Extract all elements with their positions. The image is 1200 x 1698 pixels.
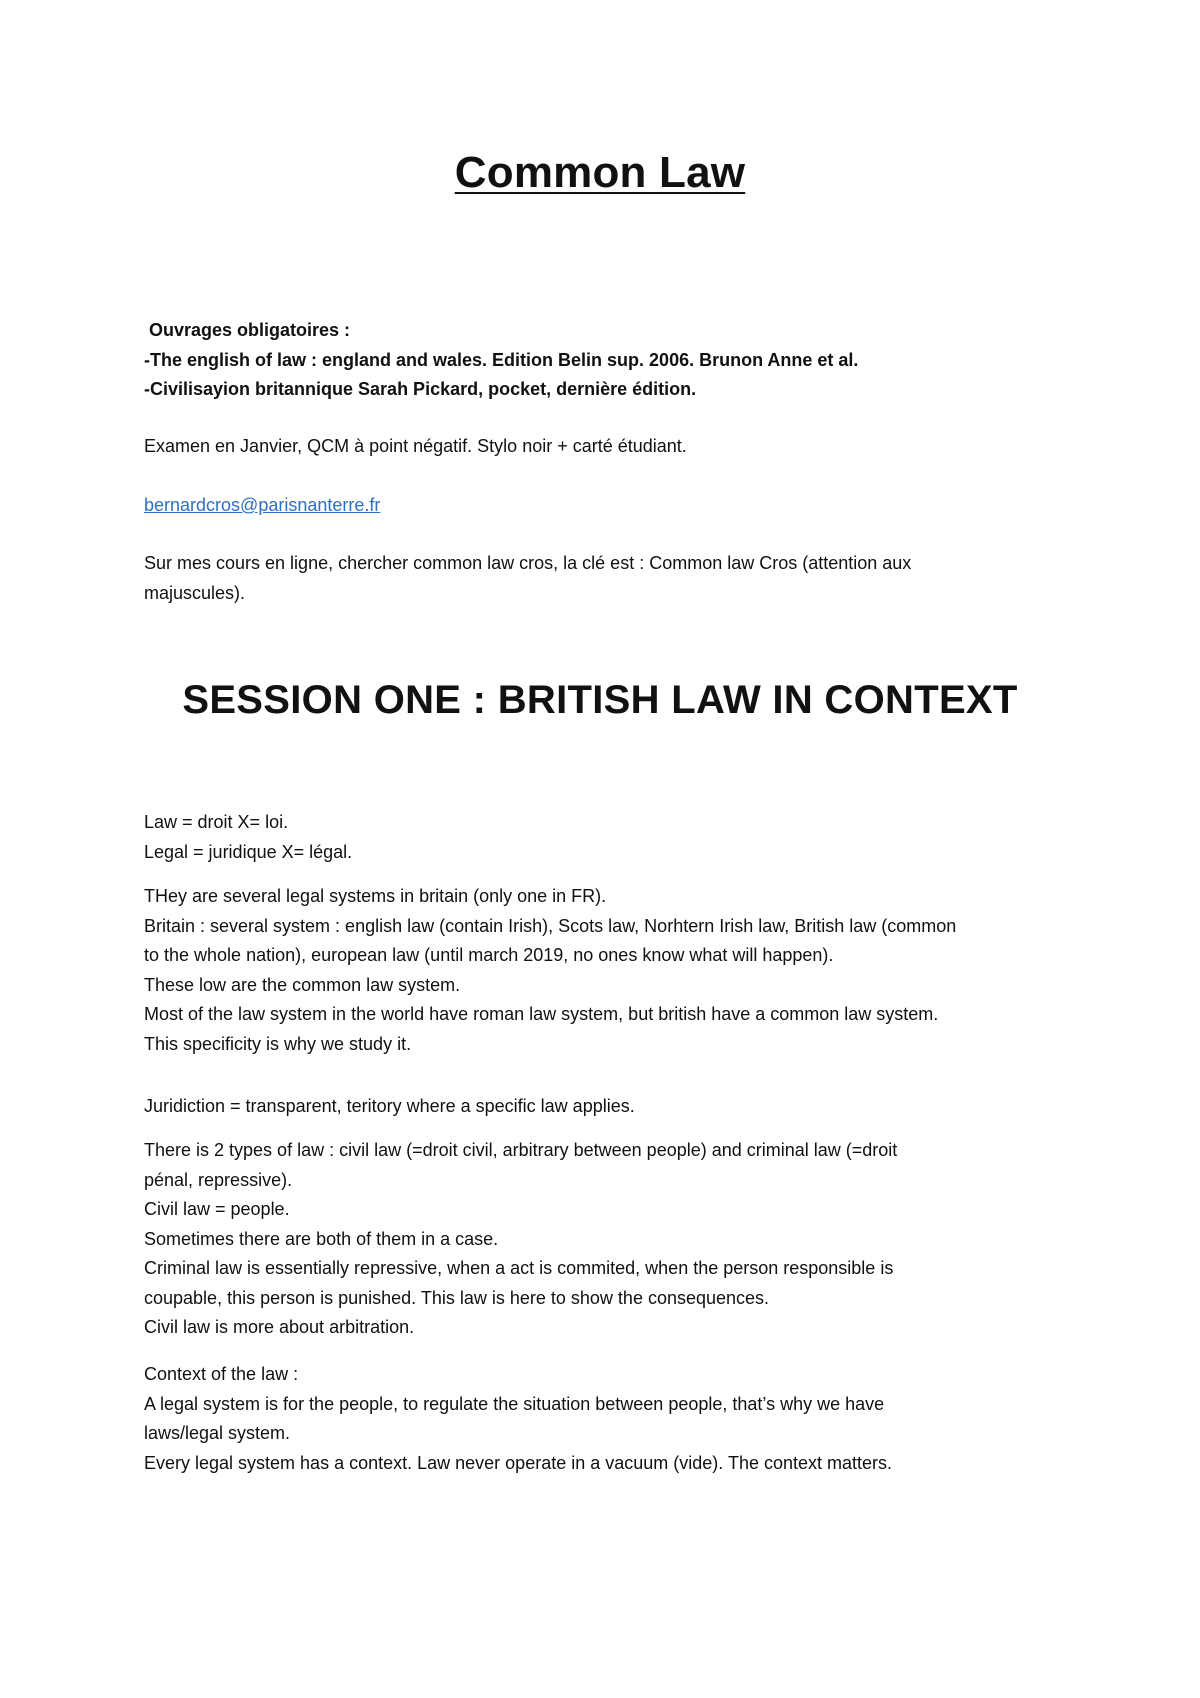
online-note-line: majuscules).	[144, 582, 246, 603]
online-note-line: Sur mes cours en ligne, chercher common law cros, la clé est : Common law Cros (attention aux	[144, 553, 912, 573]
law-types-line: Civil law = people.	[144, 1199, 290, 1219]
legal-systems-line: THey are several legal systems in britain (only one in FR).	[144, 886, 607, 906]
juridiction-section	[144, 1092, 1084, 1122]
law-types-line: There is 2 types of law : civil law (=droit civil, arbitrary between people) and criminal law (=droit	[144, 1140, 898, 1160]
legal-systems-line: Most of the law system in the world have roman law system, but british have a common law system.	[144, 1004, 939, 1024]
legal-systems-line: This specificity is why we study it.	[144, 1033, 412, 1054]
required-books-section	[144, 316, 1084, 405]
context-of-law-section	[144, 1360, 1084, 1478]
legal-systems-section	[144, 882, 1084, 1059]
session-heading: SESSION ONE : BRITISH LAW IN CONTEXT	[182, 678, 1018, 722]
law-types-line: pénal, repressive).	[144, 1169, 293, 1190]
definitions-section	[144, 808, 1084, 867]
law-types-line: Sometimes there are both of them in a case.	[144, 1228, 499, 1249]
law-types-line: coupable, this person is punished. This law is here to show the consequences.	[144, 1287, 770, 1308]
required-book-item: -The english of law : england and wales. Edition Belin sup. 2006. Brunon Anne et al.	[144, 349, 859, 370]
legal-systems-line: Britain : several system : english law (contain Irish), Scots law, Norhtern Irish law, British law (common	[144, 915, 957, 936]
context-line: laws/legal system.	[144, 1423, 291, 1443]
online-course-note-section	[144, 549, 1084, 608]
context-line: Every legal system has a context. Law never operate in a vacuum (vide). The context matters.	[144, 1452, 893, 1473]
law-types-line: Civil law is more about arbitration.	[144, 1317, 415, 1337]
exam-note-section	[144, 432, 1084, 462]
document-title: Common Law	[454, 148, 746, 197]
context-line: A legal system is for the people, to regulate the situation between people, that’s why we have	[144, 1393, 885, 1414]
juridiction-line: Juridiction = transparent, teritory where a specific law applies.	[144, 1096, 635, 1116]
definition-line: Legal = juridique X= légal.	[144, 841, 353, 862]
context-line: Context of the law :	[144, 1364, 299, 1384]
law-types-section	[144, 1136, 1084, 1343]
required-books-heading: Ouvrages obligatoires :	[149, 320, 351, 340]
email-link[interactable]: bernardcros@parisnanterre.fr	[144, 495, 381, 515]
definition-line: Law = droit X= loi.	[144, 812, 289, 832]
contact-email-section	[144, 491, 1084, 521]
exam-note: Examen en Janvier, QCM à point négatif. Stylo noir + carté étudiant.	[144, 436, 687, 456]
required-book-item: -Civilisayion britannique Sarah Pickard, pocket, dernière édition.	[144, 379, 697, 399]
legal-systems-line: These low are the common law system.	[144, 974, 461, 995]
law-types-line: Criminal law is essentially repressive, when a act is commited, when the person responsible is	[144, 1258, 894, 1278]
legal-systems-line: to the whole nation), european law (until march 2019, no ones know what will happen).	[144, 945, 834, 965]
